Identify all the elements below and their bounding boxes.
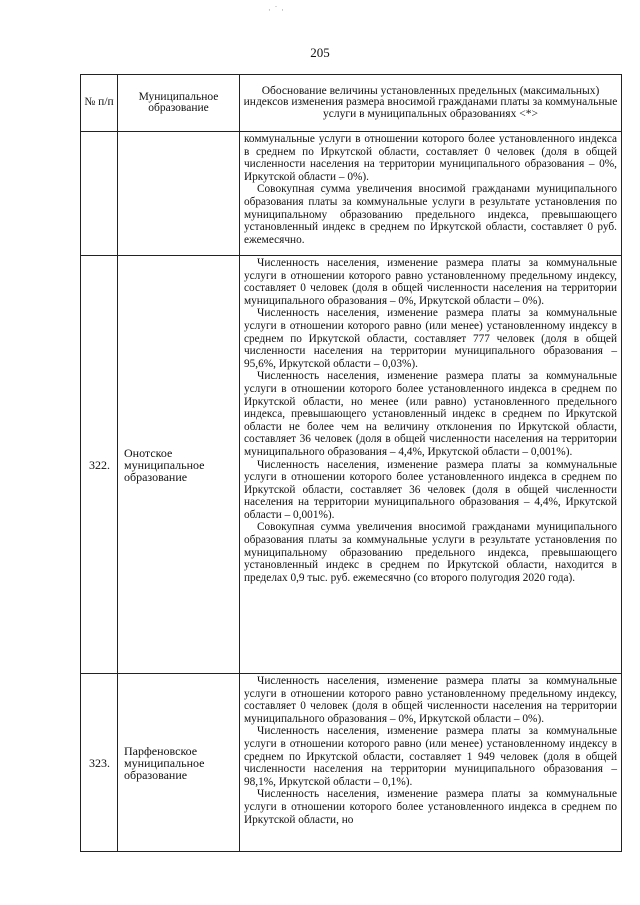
header-municipality: Муниципальное образование xyxy=(118,75,240,132)
row-number xyxy=(81,132,118,256)
scan-artifact: · ˙ · xyxy=(268,6,284,16)
row-number: 322. xyxy=(81,256,118,674)
paragraph: Численность населения, изменение размера платы за коммунальные услуги в отношении которого равно (или менее) установленному индексу в среднем по Иркутской области, составляет 777 человек (доля в общей численности населения на территории муниципального образования – 95,6%, Иркутской области – 0,03%). xyxy=(244,307,617,370)
row-municipality: Онотское муниципальное образование xyxy=(118,256,240,674)
paragraph: Численность населения, изменение размера платы за коммунальные услуги в отношении которого более установленного индекса в среднем по Иркутской области, составляет 36 человек (доля в общей численности населения на территории муниципального образования – 4,4%, Иркутской области – 0,001%). xyxy=(244,458,617,521)
paragraph: Совокупная сумма увеличения вносимой гражданами муниципального образования платы за коммунальные услуги в результате установления по муниципальному образованию предельного индекса, превышающего установленный индекс в среднем по Иркутской области, находится в пределах 0,9 тыс. руб. ежемесячно (со второго полугодия 2020 года). xyxy=(244,521,617,584)
row-justification xyxy=(240,132,622,256)
paragraph: Численность населения, изменение размера платы за коммунальные услуги в отношении которого равно (или менее) установленному индексу в среднем по Иркутской области, составляет 1 949 человек (доля в общей численности населения на территории муниципального образования – 98,1%, Иркутской области – 0,1%). xyxy=(244,725,617,788)
paragraph: Численность населения, изменение размера платы за коммунальные услуги в отношении которого более установленного индекса в среднем по Иркутской области, но xyxy=(244,788,617,826)
page-number: 205 xyxy=(310,45,330,60)
paragraph: Численность населения, изменение размера платы за коммунальные услуги в отношении которого равно установленному предельному индексу, составляет 0 человек (доля в общей численности населения на территории муниципального образования – 0%, Иркутской области – 0%). xyxy=(244,675,617,725)
header-justification: Обоснование величины установленных предельных (максимальных) индексов изменения размера вносимой гражданами платы за коммунальные услуги в муниципальных образованиях <*> xyxy=(240,75,622,132)
table-row xyxy=(81,674,622,852)
row-justification xyxy=(240,674,622,852)
row-municipality: Парфеновское муниципальное образование xyxy=(118,674,240,852)
row-justification xyxy=(240,256,622,674)
paragraph: Совокупная сумма увеличения вносимой гражданами муниципального образования платы за коммунальные услуги в результате установления по муниципальному образованию предельного индекса, превышающего установленный индекс в среднем по Иркутской области, составляет 0 руб. ежемесячно. xyxy=(244,183,617,246)
row-municipality xyxy=(118,132,240,256)
table-row xyxy=(81,132,622,256)
paragraph: Численность населения, изменение размера платы за коммунальные услуги в отношении которого равно установленному предельному индексу, составляет 0 человек (доля в общей численности населения на территории муниципального образования – 0%, Иркутской области – 0%). xyxy=(244,257,617,307)
indices-table xyxy=(80,74,622,852)
table-row xyxy=(81,256,622,674)
row-number: 323. xyxy=(81,674,118,852)
header-number: № п/п xyxy=(81,75,118,132)
paragraph: Численность населения, изменение размера платы за коммунальные услуги в отношении которого более установленного индекса в среднем по Иркутской области, но менее (или равно) установленного предельного индекса, превышающего установленный индекс в среднем по Иркутской области не более чем на величину отклонения по Иркутской области, составляет 36 человек (доля в общей численности населения на территории муниципального образования – 4,4%, Иркутской области – 0,001%). xyxy=(244,370,617,458)
paragraph: коммунальные услуги в отношении которого более установленного индекса в среднем по Иркутской области, составляет 0 человек (доля в общей численности населения на территории муниципального образования – 0%, Иркутской области – 0%). xyxy=(244,133,617,183)
table-header-row xyxy=(81,75,622,132)
